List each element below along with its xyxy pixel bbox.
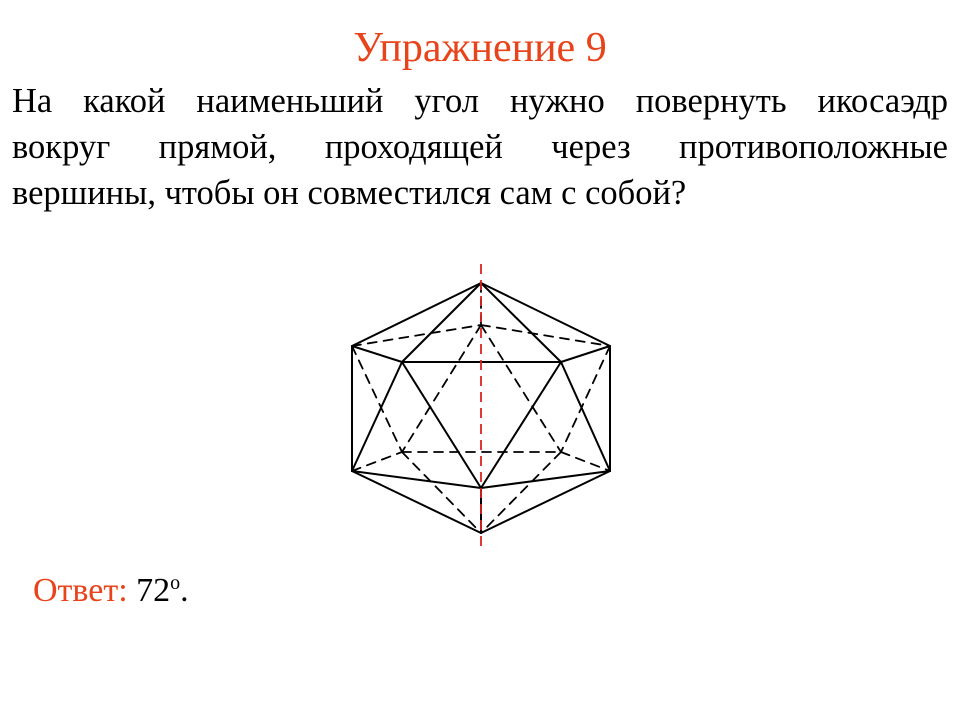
answer-period: . [180, 572, 189, 609]
icosahedron-hidden-edges [352, 283, 610, 533]
icosahedron-visible-edges [352, 283, 610, 533]
degree-mark: o [170, 572, 181, 594]
answer-value [136, 572, 189, 609]
question-line-1: На какой наименьший угол нужно повернуть икосаэдр [12, 82, 948, 120]
question-line-3: вершины, чтобы он совместился сам с собой? [12, 174, 687, 212]
answer-number: 72 [136, 572, 171, 609]
slide-title: Упражнение 9 [353, 25, 607, 71]
question-text [12, 78, 948, 216]
answer-label: Ответ: [33, 572, 128, 609]
answer [33, 568, 189, 614]
question-line-2: вокруг прямой, проходящей через противоположные [12, 128, 948, 166]
